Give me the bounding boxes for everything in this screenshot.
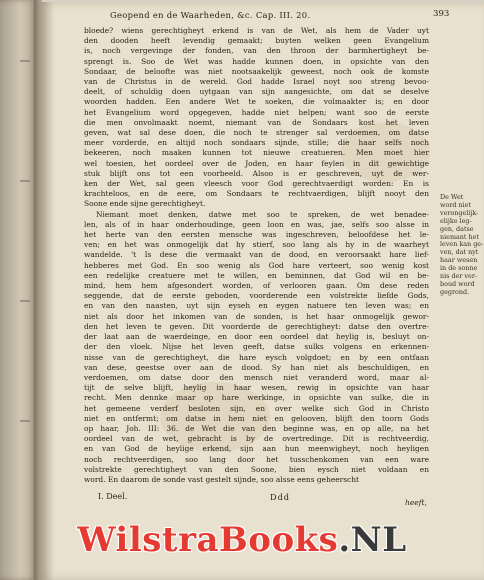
margin-note-line: nis der ver-: [440, 272, 478, 281]
left-page-edge: [0, 0, 36, 580]
margin-note-line: in de sonne: [440, 264, 478, 273]
watermark-suffix: .NL: [338, 520, 407, 560]
text-line: geven, wat sal dese doen, die noch te strenger sal verdoemen, om datse: [84, 128, 429, 138]
margin-note-line: leven kan ge-: [440, 240, 484, 249]
text-line: wandelde. 't Is dese die vermaakt van de dood, en veroorsaakt hare lief-: [84, 250, 429, 260]
text-line: een redelijke creatuere met te willen, en beminnen, dat God wil en be-: [84, 270, 429, 280]
text-line: en van den naasten, uyt sijn eyseh en eygen natuere ten leven was; en: [84, 301, 429, 311]
text-line: Niemant moet denken, datwe met soo te spreken, de wet benadee-: [96, 209, 429, 219]
text-line: en van God de heylige erkend, sijn aan hun meenwigheyt, noch heyligen: [84, 444, 429, 454]
text-line: is, noch vergevinge der fonden, van den throon der barmhertigheyt be-: [84, 46, 429, 56]
text-line: wel toesien, het oordeel over de Joden, en haar feylen in dit gewichtige: [84, 158, 429, 168]
fold-shadow: [40, 2, 54, 580]
text-line: nisse van de gerechtigheyt, die hare eysch volgdoet; en by een ontfaan: [84, 352, 429, 362]
margin-note-line: gen, datse: [440, 224, 474, 233]
text-line: het herte van den eersten mensche was ingeschreven, beloofdese het le-: [84, 230, 429, 240]
margin-note-line: boud word: [440, 279, 475, 288]
margin-note-line: ven, dat nyt: [440, 248, 479, 257]
text-line: Sondaar, de beloofte was niet nootsaakelijk geweest, noch ook de komste: [84, 66, 429, 76]
text-line: stuk blijft ons tot een voorbeeld. Alsoo is er geschreven, uyt de wer-: [84, 168, 429, 178]
text-line: op haar, Joh. III: 36. de Wet die van den beginne was, en op alle, na het: [84, 423, 429, 433]
margin-note: [440, 194, 484, 297]
text-line: seggende, dat de eerste geboden, voorderende een volstrekte liefde Gods,: [84, 291, 429, 301]
text-line: noch rechtveerdigen, soo lang door het tusschenkomen van een ware: [84, 454, 429, 464]
watermark-main: WilstraBooks: [77, 520, 339, 560]
text-line: volstrekte gerechtigheyt van den Soone, bien eysch niet voldaan en: [84, 464, 429, 474]
volume-label: I. Deel.: [98, 492, 128, 501]
text-line: den het leven te geven. Dit voorderde de gerechtigheyt: datse den overtre-: [84, 321, 429, 331]
text-line: het gemeene verderf besloten sijn, en over welke sich God in Christo: [84, 403, 429, 413]
margin-note-line: word niet: [440, 200, 472, 209]
watermark: [0, 520, 484, 560]
text-line: niet en ontfermt; om datse in hem niet en gelooven, blijft den toorn Gods: [84, 413, 429, 423]
text-line: der laat aan de waerdeinge, en door een oordeel dat heylig is, besluyt on-: [84, 332, 429, 342]
text-line: van dese, geestse over aan de dood. Sy han niet als beschuldigen, en: [84, 362, 429, 372]
running-head: Geopend en de Waarheden, &c. Cap. III. 20.: [110, 10, 311, 20]
text-line: oordeel van de wet, gebracht is by de overtredinge. Dit is rechtveerdig,: [84, 434, 429, 444]
page-edge-mark: [20, 180, 30, 182]
page-edge-mark: [20, 420, 30, 422]
text-line: meer vorderde, en altijd noch sondaars sijnde, stille; die haar selfs noch: [84, 138, 429, 148]
text-line: verdoemen, om datse door den mensch niet veranderd word, maar al-: [84, 372, 429, 382]
text-line: woorden hadden. Een andere Wet te soeken, die volmaakter is; en door: [84, 97, 429, 107]
text-line: bloede? wiens gerechtigheyt erkend is van de Wet, als hem de Vader uyt: [84, 26, 429, 35]
text-line: word. En daarom de sonde vast gestelt sijnde, soo alsse eens geheerscht: [84, 474, 359, 484]
text-line: recht. Men dennke maar op hare werkinge, in opsichte van sulke, die in: [84, 393, 429, 403]
text-line: ken der Wet, sal geen vleesch voor God gerechtvaerdigt worden: En is: [84, 179, 429, 189]
margin-note-line: De Wet: [440, 193, 464, 201]
text-line: sprengt is. Soo de Wet was hadde kunnen doen, in opsichte van den: [84, 56, 429, 66]
text-line: krachteloos, en de eere, om Sondaars te rechtvaerdigen, blijft nooyt den: [84, 189, 429, 199]
right-page: [40, 2, 484, 580]
text-line: hebberes met God. En soo wenig als God hare verteert, soo wenig kost: [84, 260, 429, 270]
text-line: niet als door het inkomen van de sonden, is het haar onmogelijk gewor-: [84, 311, 429, 321]
text-line: len, als of in haar onderhoudinge, geen loon en was, jae, selfs soo alsse in: [84, 219, 429, 229]
text-line: het Evangelium word opgegeven, hadde niet helpen; want soo de eerste: [84, 107, 429, 117]
margin-note-line: verongelijk-: [440, 208, 479, 217]
page-number: 393: [433, 9, 450, 19]
text-line: der den vloek. Nijse het leven geeft, datse sulks volgens en erkennen-: [84, 342, 429, 352]
text-line: ven; en het was onmogelijk dat hy stierf, soo lang als hy in de waarheyt: [84, 240, 429, 250]
margin-note-line: elijke leg-: [440, 216, 472, 225]
text-line: die men onvolmaakt noemt, niemant van de Sondaars kost het leven: [84, 117, 429, 127]
text-line: mind, hem hem afgesondert worden, of verlooren gaan. Om dese reden: [84, 281, 429, 291]
page-edge-mark: [20, 300, 30, 302]
catchword: heeft,: [405, 498, 427, 507]
signature-mark: Ddd: [270, 492, 291, 502]
text-line: tijt de selve blijft, heylig in haar wesen, rewig in opsichte van haar: [84, 383, 429, 393]
text-line: Soone ende sijne gerechtigheyt.: [84, 199, 206, 209]
margin-note-line: niemant het: [440, 232, 479, 241]
page-edge-mark: [20, 60, 30, 62]
margin-note-line: haar wesen: [440, 256, 478, 265]
text-line: van de Christus in de wereld. God hadde Israel noyt soo streng bevoo-: [84, 77, 429, 87]
margin-note-line: gegrond.: [440, 287, 470, 296]
text-line: bekeeren, noch maaken kunnen tot nieuwe creatueren. Men moet hier: [84, 148, 429, 158]
text-line: den dooden heeft levendig gemaakt; buyten welken geen Evangelium: [84, 36, 429, 46]
text-line: deelt, of schuldig doen uytgaan van sijn aangesichte, om dat se deselve: [84, 87, 429, 97]
body-text: [84, 26, 429, 485]
